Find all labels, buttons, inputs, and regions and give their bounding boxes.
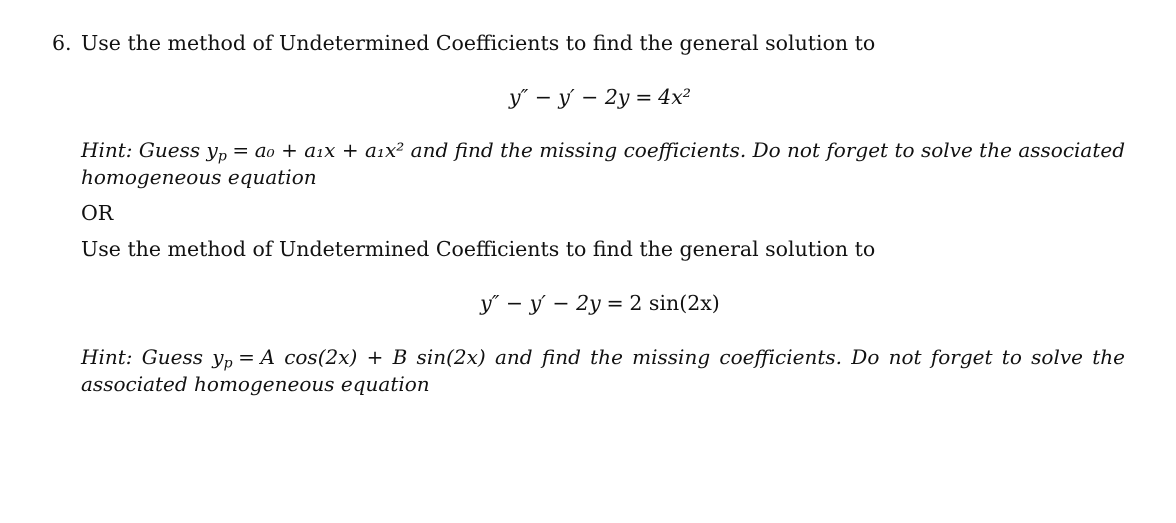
part2-hint-guess: $y_p$	[212, 345, 233, 372]
part1-hint-guess: $y_p$	[206, 138, 227, 165]
part2-hint-lead: Hint: Guess	[81, 345, 203, 369]
part1-hint-guess-expr: a₀ + a₁x + a₁x²	[254, 138, 405, 162]
part2-equation-rhs: 2 sin(2x)	[629, 291, 720, 315]
part1-instruction: Use the method of Undetermined Coefficients to find the general solution to	[81, 31, 876, 55]
or-separator: OR	[81, 201, 114, 225]
part1-equation: y″ − y′ − 2y = 4x²	[508, 85, 691, 109]
part2-instruction: Use the method of Undetermined Coefficients to find the general solution to	[81, 237, 876, 261]
part2-hint: Hint: Guess $y_p = A$ cos(2x) + B sin(2x) and find the missing coefficients. Do not forget to solve the associated homogeneous equation	[81, 345, 1125, 396]
part2-hint-tail: and find the missing coefficients. Do not forget to solve the associated homogeneous equation	[81, 345, 1125, 396]
part2-equation: y″ − y′ − 2y = 2 sin(2x)	[480, 291, 720, 315]
part1-hint-lead: Hint: Guess	[81, 138, 201, 162]
part1-equation-rhs: 4x²	[658, 85, 691, 109]
problem-number: 6.	[52, 31, 72, 55]
part1-hint: Hint: Guess $y_p = a_0 + a_1x + a_1x^2$ and find the missing coefficients. Do not forget to solve the associated homogeneous equation	[81, 138, 1126, 189]
part2-equation-lhs: y″ − y′ − 2y	[480, 291, 601, 315]
part1-hint-tail: and find the missing coefficients. Do not forget to solve the associated homogeneous equation	[81, 138, 1126, 189]
part2-hint-guess-expr: A cos(2x) + B sin(2x)	[260, 345, 486, 369]
part1-equation-lhs: y″ − y′ − 2y	[508, 85, 630, 109]
